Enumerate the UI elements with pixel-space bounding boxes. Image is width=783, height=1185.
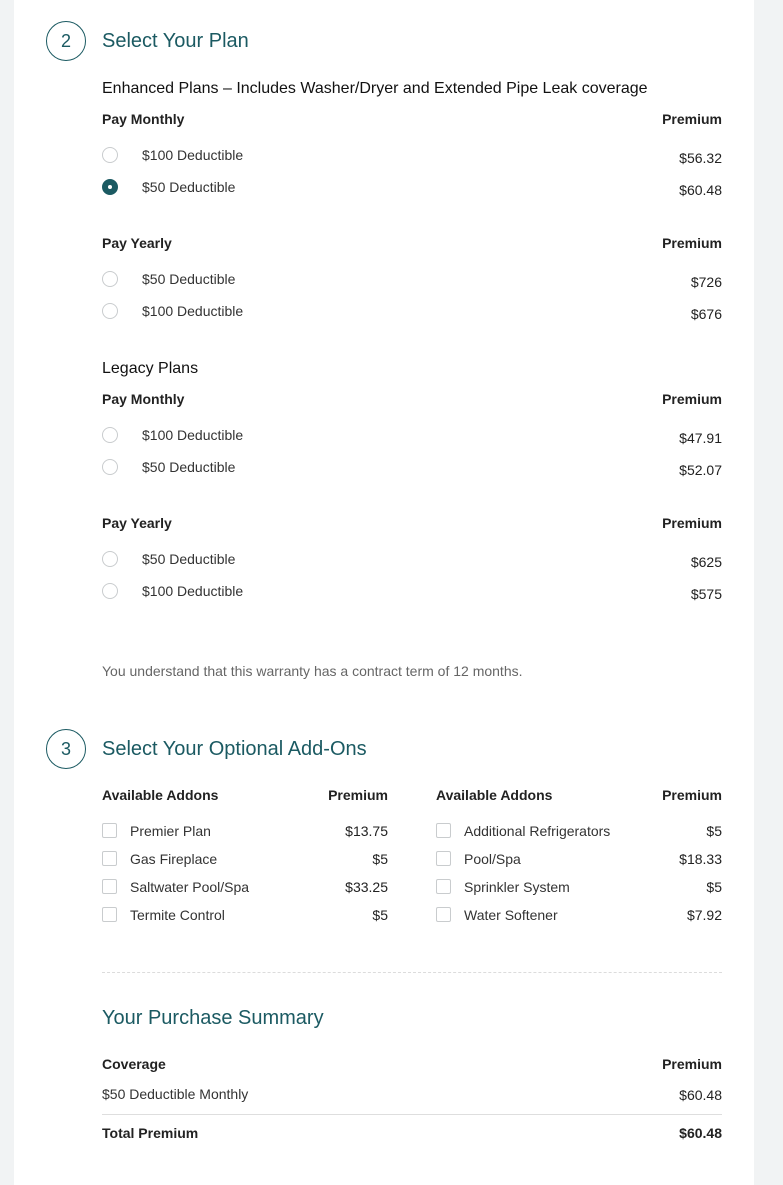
summary-premium-header: Premium: [662, 1056, 722, 1072]
option-price: $52.07: [679, 462, 722, 478]
checkbox-saltwater-pool-spa[interactable]: [102, 879, 117, 894]
option-label: $100 Deductible: [142, 427, 244, 443]
addons-right-premium-header: Premium: [662, 787, 722, 803]
option-price: $56.32: [679, 150, 722, 166]
addon-label: Gas Fireplace: [130, 851, 218, 867]
option-price: $47.91: [679, 430, 722, 446]
checkbox-gas-fireplace[interactable]: [102, 851, 117, 866]
addon-label: Additional Refrigerators: [464, 823, 611, 839]
summary-coverage-header: Coverage: [102, 1056, 166, 1072]
radio-enhanced-yearly-100[interactable]: [102, 303, 118, 319]
option-price: $625: [690, 554, 722, 570]
legacy-plans-title: Legacy Plans: [102, 360, 199, 377]
addons-right-header: Available Addons: [436, 787, 553, 803]
radio-legacy-yearly-50[interactable]: [102, 551, 118, 567]
legacy-yearly-label: Pay Yearly: [102, 515, 172, 531]
total-premium-label: Total Premium: [102, 1125, 199, 1141]
radio-enhanced-monthly-100[interactable]: [102, 147, 118, 163]
enhanced-monthly-premium-header: Premium: [662, 111, 722, 127]
enhanced-yearly-label: Pay Yearly: [102, 235, 172, 251]
option-label: $100 Deductible: [142, 303, 244, 319]
radio-legacy-yearly-100[interactable]: [102, 583, 118, 599]
checkbox-additional-refrigerators[interactable]: [436, 823, 451, 838]
checkbox-termite-control[interactable]: [102, 907, 117, 922]
addon-label: Premier Plan: [130, 823, 211, 839]
addon-price: $5: [372, 851, 388, 867]
addon-price: $5: [706, 823, 722, 839]
plan-section-title: Select Your Plan: [102, 30, 249, 52]
addons-left-header: Available Addons: [102, 787, 219, 803]
addons-left-premium-header: Premium: [328, 787, 388, 803]
checkbox-water-softener[interactable]: [436, 907, 451, 922]
addon-price: $7.92: [686, 907, 722, 923]
option-label: $50 Deductible: [142, 551, 236, 567]
option-price: $575: [690, 586, 722, 602]
addon-price: $5: [372, 907, 388, 923]
radio-legacy-monthly-100[interactable]: [102, 427, 118, 443]
total-premium-value: $60.48: [679, 1125, 722, 1141]
addon-label: Saltwater Pool/Spa: [130, 879, 250, 895]
option-price: $676: [690, 306, 722, 322]
addon-label: Water Softener: [464, 907, 558, 923]
contract-term-note: You understand that this warranty has a contract term of 12 months.: [102, 663, 523, 679]
addons-section-title: Select Your Optional Add-Ons: [102, 738, 367, 760]
legacy-monthly-label: Pay Monthly: [102, 391, 185, 407]
summary-line-item-price: $60.48: [679, 1087, 722, 1103]
radio-legacy-monthly-50[interactable]: [102, 459, 118, 475]
checkbox-premier-plan[interactable]: [102, 823, 117, 838]
addon-label: Sprinkler System: [464, 879, 570, 895]
addon-price: $13.75: [345, 823, 388, 839]
summary-line-item-label: $50 Deductible Monthly: [102, 1086, 249, 1102]
option-price: $60.48: [679, 182, 722, 198]
enhanced-plans-title: Enhanced Plans – Includes Washer/Dryer and Extended Pipe Leak coverage: [102, 80, 648, 97]
legacy-monthly-premium-header: Premium: [662, 391, 722, 407]
radio-enhanced-yearly-50[interactable]: [102, 271, 118, 287]
legacy-yearly-premium-header: Premium: [662, 515, 722, 531]
addon-price: $5: [706, 879, 722, 895]
radio-enhanced-monthly-50[interactable]: [102, 179, 118, 195]
addon-label: Pool/Spa: [464, 851, 521, 867]
section-divider: [102, 972, 722, 973]
summary-divider: [102, 1114, 722, 1115]
step-3-badge: 3: [46, 729, 86, 769]
step-2-badge: 2: [46, 21, 86, 61]
option-label: $50 Deductible: [142, 271, 236, 287]
option-label: $100 Deductible: [142, 583, 244, 599]
addon-label: Termite Control: [130, 907, 225, 923]
enhanced-monthly-label: Pay Monthly: [102, 111, 185, 127]
enhanced-yearly-premium-header: Premium: [662, 235, 722, 251]
checkbox-sprinkler-system[interactable]: [436, 879, 451, 894]
addon-price: $18.33: [679, 851, 722, 867]
checkbox-pool-spa[interactable]: [436, 851, 451, 866]
option-label: $50 Deductible: [142, 179, 236, 195]
addon-price: $33.25: [345, 879, 388, 895]
summary-title: Your Purchase Summary: [102, 1007, 324, 1029]
option-label: $100 Deductible: [142, 147, 244, 163]
option-price: $726: [690, 274, 722, 290]
checkout-card: [14, 0, 754, 1185]
option-label: $50 Deductible: [142, 459, 236, 475]
